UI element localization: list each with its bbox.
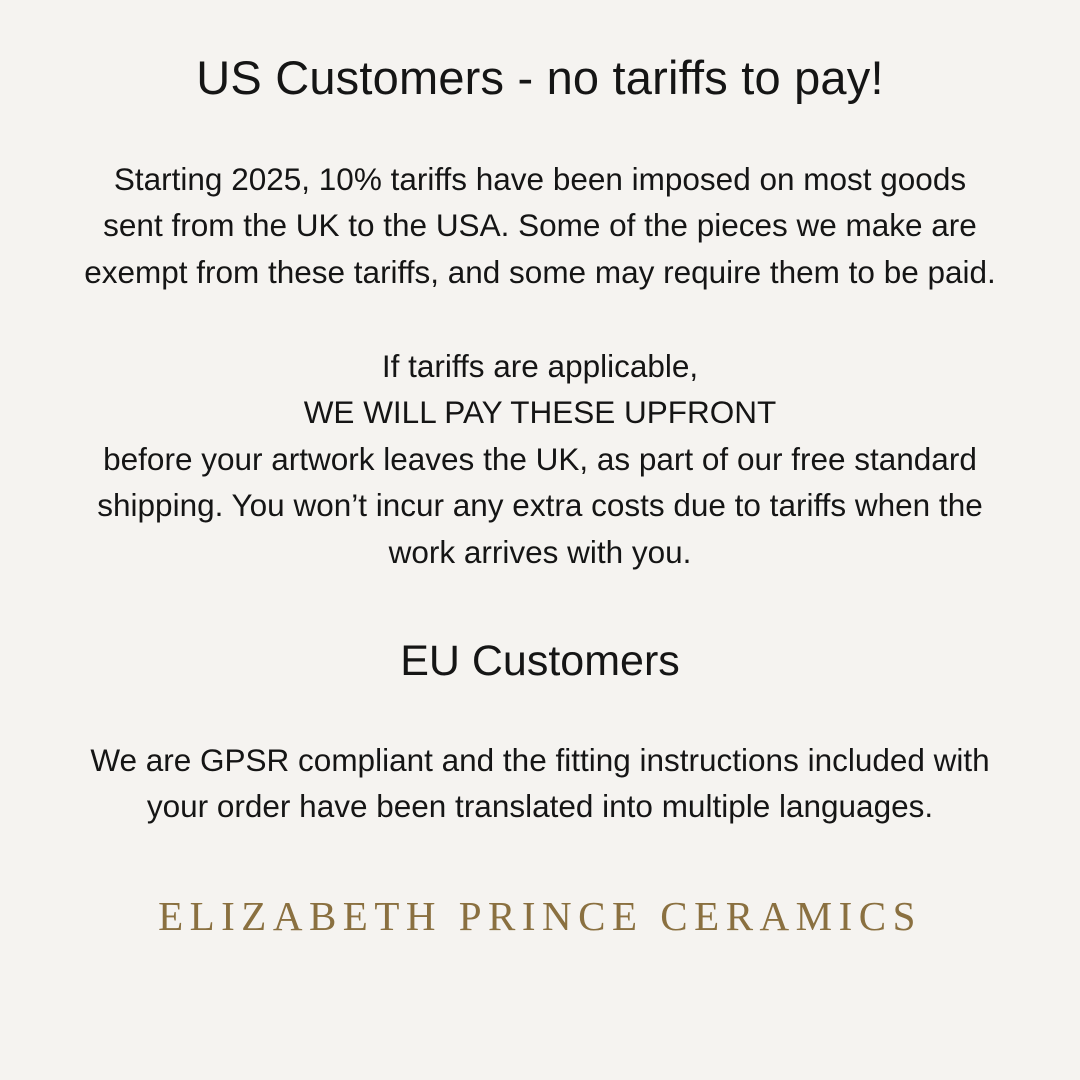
eu-customers-heading: EU Customers	[400, 636, 680, 685]
free-shipping-line: before your artwork leaves the UK, as part of our free standard shipping. You won’t incur any extra costs due to tariffs when the work arrives with you.	[97, 440, 983, 570]
we-will-pay-line: WE WILL PAY THESE UPFRONT	[303, 394, 777, 431]
tariffs-applicable-line: If tariffs are applicable,	[381, 347, 699, 384]
us-tariffs-policy-block	[80, 343, 1000, 576]
us-customers-heading: US Customers - no tariffs to pay!	[196, 51, 884, 104]
us-tariffs-paragraph: Starting 2025, 10% tariffs have been imposed on most goods sent from the UK to the USA. Some of the pieces we make are exempt from these tariffs, and some may require them to be paid.	[84, 160, 996, 290]
brand-wordmark: ELIZABETH PRINCE CERAMICS	[158, 893, 922, 940]
eu-gpsr-paragraph: We are GPSR compliant and the fitting instructions included with your order have been translated into multiple languages.	[90, 741, 990, 825]
